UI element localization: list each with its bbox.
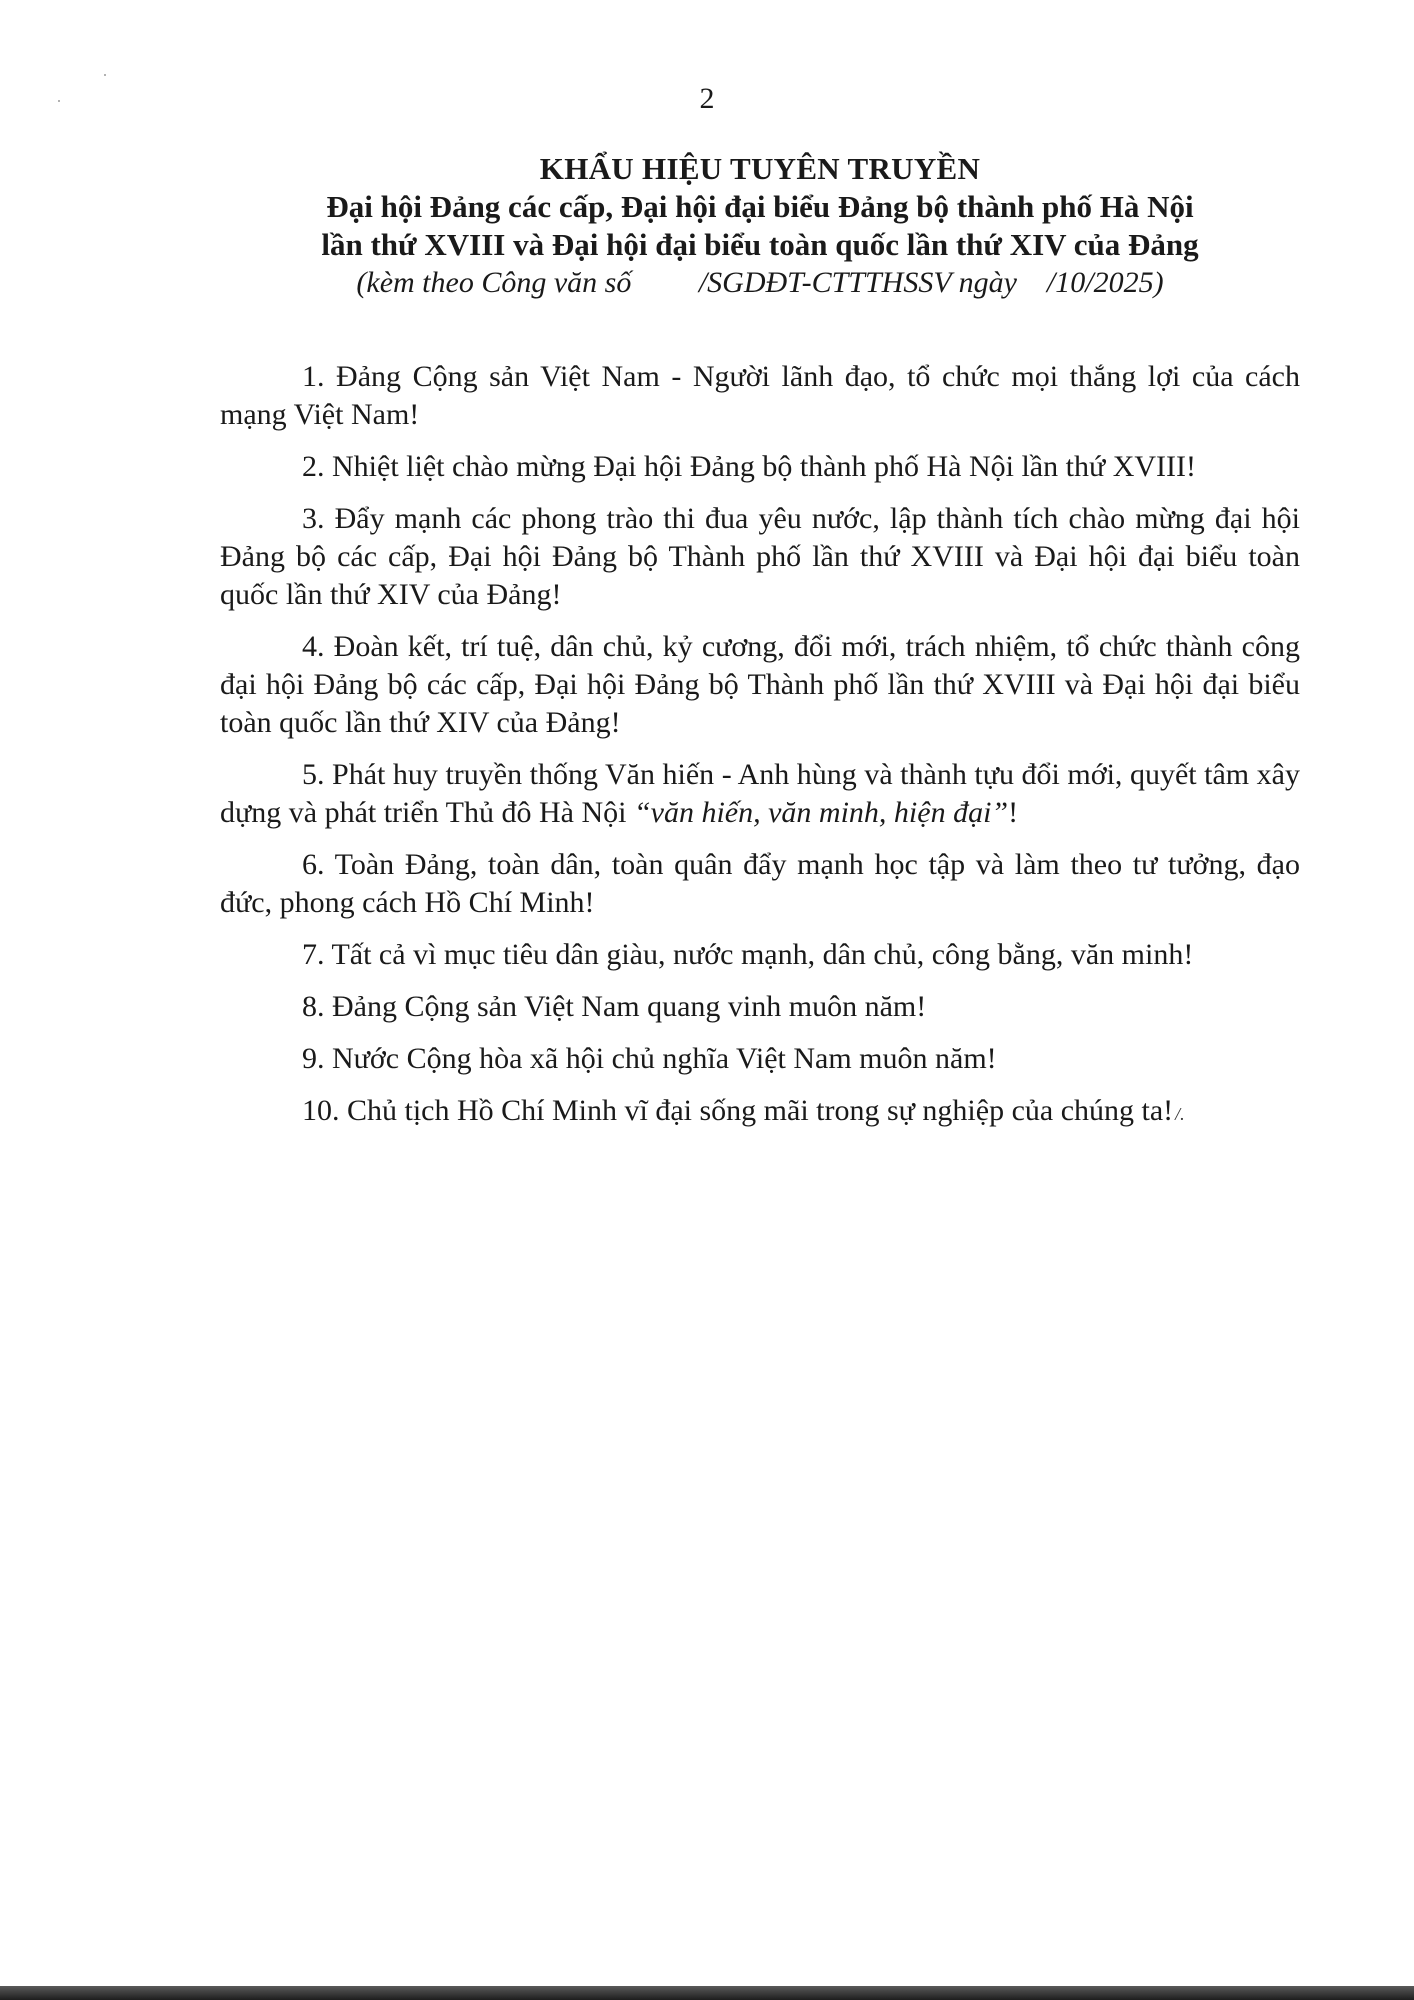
slogan-text: 1. Đảng Cộng sản Việt Nam - Người lãnh đạo, tổ chức mọi thắng lợi của cách mạng Việt Nam!	[220, 360, 1300, 431]
slogan-item	[220, 358, 1300, 434]
slogan-item	[220, 500, 1300, 614]
slogan-item	[220, 448, 1300, 486]
document-subtitle-line-1: Đại hội Đảng các cấp, Đại hội đại biểu Đảng bộ thành phố Hà Nội	[326, 189, 1194, 224]
slogan-text: 4. Đoàn kết, trí tuệ, dân chủ, kỷ cương, đổi mới, trách nhiệm, tổ chức thành công đại hội Đảng bộ các cấp, Đại hội Đảng bộ Thành phố lần thứ XVIII và Đại hội đại biểu toàn quốc lần thứ XIV của Đảng!	[220, 630, 1300, 739]
slogan-text: 2. Nhiệt liệt chào mừng Đại hội Đảng bộ thành phố Hà Nội lần thứ XVIII!	[302, 450, 1196, 483]
document-reference: (kèm theo Công văn số /SGDĐT-CTTTHSSV ngày /10/2025)	[356, 266, 1164, 299]
handwritten-initial-mark: /.	[1175, 1104, 1185, 1124]
slogan-text: 9. Nước Cộng hòa xã hội chủ nghĩa Việt Nam muôn năm!	[302, 1042, 997, 1075]
slogan-text: 7. Tất cả vì mục tiêu dân giàu, nước mạnh, dân chủ, công bằng, văn minh!	[302, 938, 1194, 971]
document-subtitle-line-2: lần thứ XVIII và Đại hội đại biểu toàn quốc lần thứ XIV của Đảng	[321, 227, 1199, 262]
slogan-quote: “văn hiến, văn minh, hiện đại”	[633, 796, 1009, 829]
page-number: 2	[699, 82, 715, 115]
slogan-text: 10. Chủ tịch Hồ Chí Minh vĩ đại sống mãi trong sự nghiệp của chúng ta!	[302, 1094, 1174, 1127]
slogan-text: 5. Phát huy truyền thống Văn hiến - Anh hùng và thành tựu đổi mới, quyết tâm xây dựng và phát triển Thủ đô Hà Nội	[220, 758, 1300, 829]
document-heading	[220, 150, 1300, 302]
slogan-text: 8. Đảng Cộng sản Việt Nam quang vinh muôn năm!	[302, 990, 927, 1023]
slogan-item	[220, 1040, 1300, 1078]
scan-bottom-edge	[0, 1986, 1414, 2000]
slogan-item	[220, 846, 1300, 922]
slogan-item	[220, 988, 1300, 1026]
slogan-text: 3. Đẩy mạnh các phong trào thi đua yêu nước, lập thành tích chào mừng đại hội Đảng bộ các cấp, Đại hội Đảng bộ Thành phố lần thứ XVIII và Đại hội đại biểu toàn quốc lần thứ XIV của Đảng!	[220, 502, 1300, 611]
slogan-item	[220, 936, 1300, 974]
slogan-tail: !	[1008, 796, 1019, 829]
scan-dot	[104, 74, 106, 76]
slogan-text: 6. Toàn Đảng, toàn dân, toàn quân đẩy mạnh học tập và làm theo tư tưởng, đạo đức, phong cách Hồ Chí Minh!	[220, 848, 1300, 919]
slogan-list	[220, 358, 1300, 1147]
document-title: KHẨU HIỆU TUYÊN TRUYỀN	[539, 151, 981, 186]
slogan-item	[220, 628, 1300, 742]
slogan-item	[220, 1092, 1300, 1133]
slogan-item	[220, 756, 1300, 832]
